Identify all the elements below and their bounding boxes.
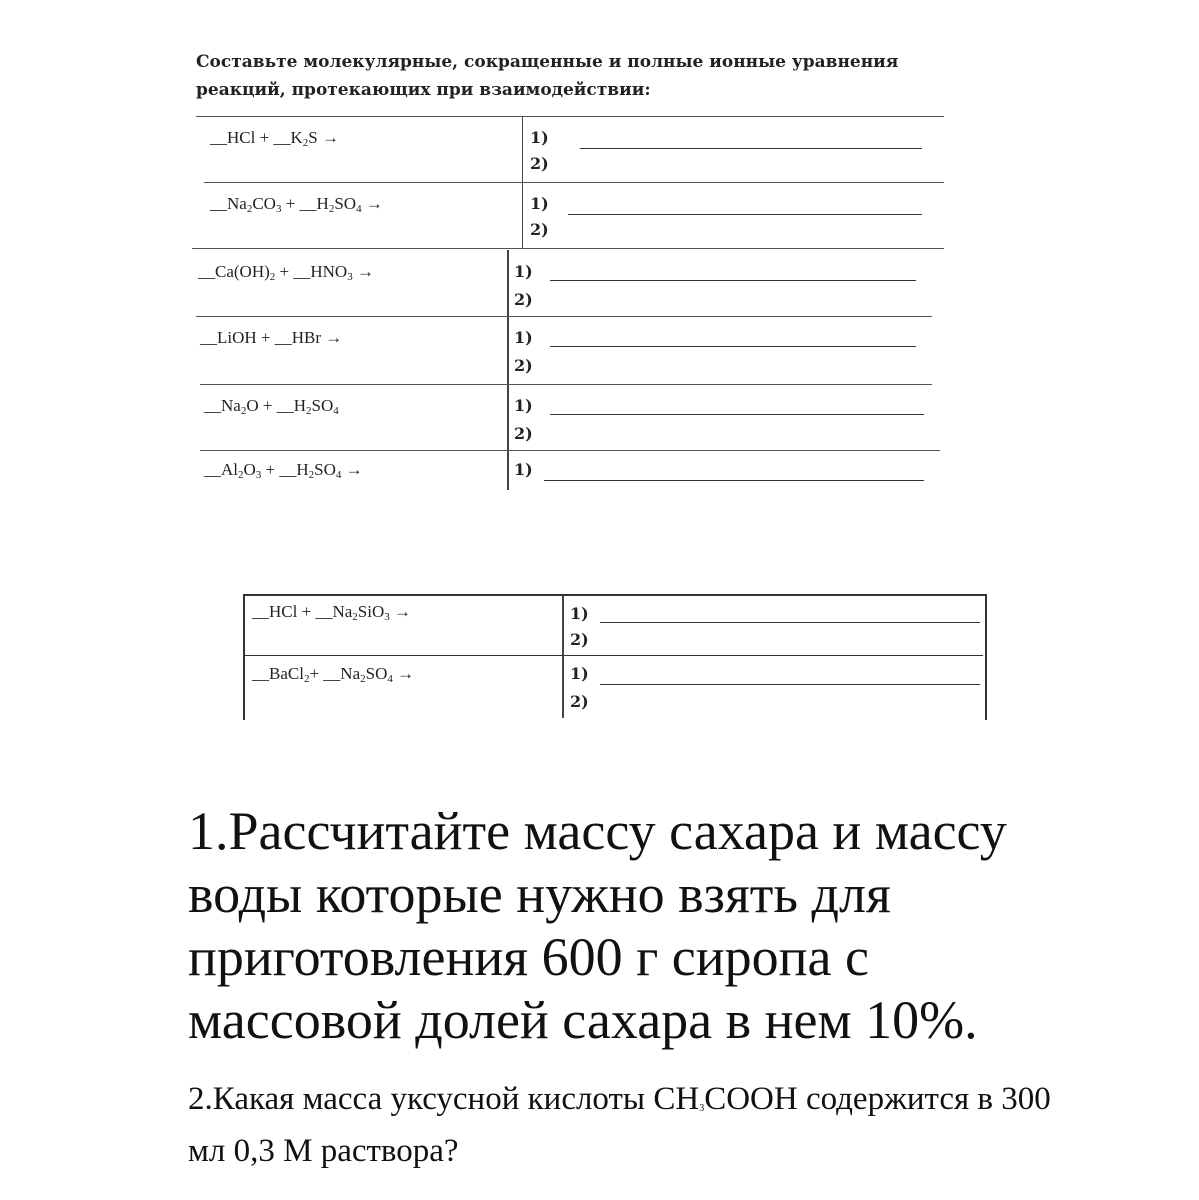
answer-label: 1): [514, 460, 533, 479]
answer-label: 1): [530, 128, 549, 147]
instruction-text: Составьте молекулярные, сокращенные и полные ионные уравнения реакций, протекающих при взаимодействии:: [196, 52, 899, 100]
table-rule: [192, 248, 944, 249]
answer-label: 1): [514, 328, 533, 347]
answer-label: 1): [530, 194, 549, 213]
equation-al2o3-h2so4: $\_\_Al_2O_3$ + $\_\_H_2SO_4$ →: [204, 460, 363, 481]
answer-label: 2): [530, 220, 549, 239]
table-rule: [196, 316, 932, 317]
answer-line[interactable]: [550, 346, 916, 347]
answer-label: 2): [570, 630, 589, 649]
equation-lioh-hbr: __LiOH + __HBr →: [200, 328, 343, 347]
answer-line[interactable]: [544, 480, 924, 481]
equation-hcl-na2sio3: __HCl + $\_\_Na_2SiO_3$ →: [252, 602, 411, 623]
equation-hcl-k2s: __HCl + $\_\_K_2S$ →: [210, 128, 339, 149]
answer-label: 1): [570, 664, 589, 683]
answer-line[interactable]: [550, 414, 924, 415]
answer-label: 1): [514, 396, 533, 415]
answer-label: 2): [514, 424, 533, 443]
answer-label: 2): [514, 290, 533, 309]
answer-label: 2): [570, 692, 589, 711]
table-rule: [196, 116, 944, 117]
equation-na2o-h2so4: $\_\_Na_2O$ + $\_\_H_2SO_4$: [204, 396, 339, 417]
answer-label: 2): [530, 154, 549, 173]
task-2-text: 2.Какая масса уксусной кислоты $CH_3COOH$ содержится в 300 мл 0,3 М раствора?: [188, 1081, 1051, 1169]
answer-label: 2): [514, 356, 533, 375]
answer-line[interactable]: [600, 684, 980, 685]
answer-line[interactable]: [568, 214, 922, 215]
equation-na2co3-h2so4: $\_\_Na_2CO_3$ + $\_\_H_2SO_4$ →: [210, 194, 383, 215]
answer-label: 1): [514, 262, 533, 281]
column-divider: [562, 596, 564, 718]
answer-label: 1): [570, 604, 589, 623]
task-1-text: 1.Рассчитайте массу сахара и массу воды которые нужно взять для приготовления 600 г сиропа с массовой долей сахара в нем 10%.: [188, 801, 1007, 1050]
column-divider: [522, 182, 523, 248]
column-divider: [522, 116, 523, 182]
table-rule: [200, 450, 940, 451]
answer-line[interactable]: [600, 622, 980, 623]
answer-line[interactable]: [550, 280, 916, 281]
table-rule: [204, 182, 944, 183]
table-rule: [245, 655, 983, 656]
answer-line[interactable]: [580, 148, 922, 149]
equation-bacl2-na2so4: __BaCl$_2$+ $\_\_Na_2SO_4$ →: [252, 664, 415, 685]
equation-caoh2-hno3: $\_\_Ca(OH)_2$ + $\_\_HNO_3$ →: [198, 262, 374, 283]
column-divider: [507, 250, 509, 490]
table-rule: [200, 384, 932, 385]
